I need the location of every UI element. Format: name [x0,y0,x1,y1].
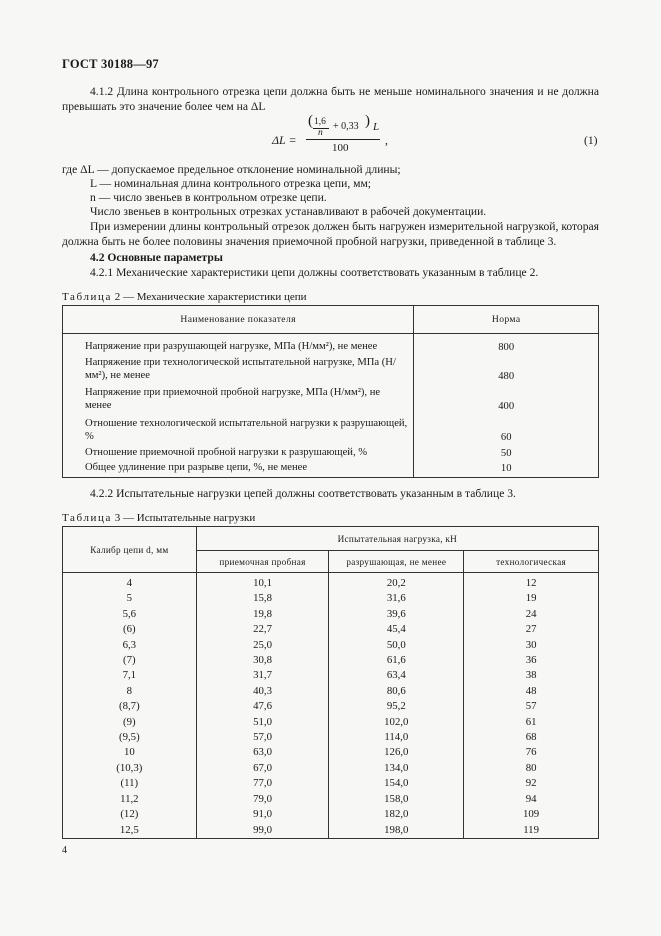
table3-cell-acceptance: 57,0 [196,730,329,745]
table3-cell-breaking: 198,0 [329,823,464,839]
where-line-1: где ΔL — допускаемое предельное отклонение номинальной длины; [62,163,401,176]
formula-block [0,113,661,161]
table2-cell-value: 50 [500,447,512,459]
table3-cell-caliber: (6) [63,622,197,637]
table3-cell-technological: 48 [464,684,599,699]
table-row [63,684,599,699]
table3-cell-technological: 19 [464,591,599,606]
table3-header-row-1 [63,527,599,551]
section-4-2-title: 4.2 Основные параметры [90,251,223,264]
table2-col-name: Наименование показателя [63,306,414,334]
table-row [63,668,599,683]
table3-cell-breaking: 182,0 [329,807,464,822]
table2-cell-name: Напряжение при разрушающей нагрузке, МПа (Н/мм²), не менее [63,334,414,354]
table3-cell-caliber: (9,5) [63,730,197,745]
table3-cell-technological: 76 [464,745,599,760]
formula-main-fraction-line [306,139,380,140]
table2-col-norm: Норма [414,306,599,334]
table-row [63,413,599,444]
paragraph-4-1-2: 4.1.2 Длина контрольного отрезка цепи должна быть не меньше номинального значения и не должна превышать это значение более чем на ΔL [62,85,599,113]
table3-cell-caliber: (9) [63,715,197,730]
table3-cell-breaking: 126,0 [329,745,464,760]
table3-cell-breaking: 102,0 [329,715,464,730]
table3-col-breaking: разрушающая, не менее [329,551,464,573]
table-row [63,653,599,668]
table3-cell-breaking: 61,6 [329,653,464,668]
table2-caption-prefix: Таблица [62,291,112,303]
table3-cell-acceptance: 67,0 [196,761,329,776]
table3-cell-technological: 109 [464,807,599,822]
table2-cell-value: 400 [498,400,515,412]
formula-numerator-a: 1,6 [314,117,326,127]
table2-cell-value: 60 [500,431,512,443]
table3-cell-acceptance: 31,7 [196,668,329,683]
formula-bracket-left: ( [308,113,313,129]
table2-cell-value: 10 [500,463,512,474]
table-row [63,573,599,592]
table-row [63,460,599,478]
table3-cell-acceptance: 15,8 [196,591,329,606]
formula-lhs: ΔL = [272,133,297,147]
table3-cell-technological: 24 [464,607,599,622]
table-row [63,444,599,460]
table3-body [63,573,599,839]
table3-cell-caliber: (10,3) [63,761,197,776]
formula-numerator-L: L [373,121,380,133]
where-line-4: Число звеньев в контрольных отрезках устанавливают в рабочей документации. [90,205,487,218]
table-row [63,699,599,714]
table3-cell-acceptance: 40,3 [196,684,329,699]
table3-cell-breaking: 39,6 [329,607,464,622]
table3-cell-caliber: 5 [63,591,197,606]
table3-cell-caliber: (7) [63,653,197,668]
table3-cell-breaking: 154,0 [329,776,464,791]
table3-cell-caliber: 10 [63,745,197,760]
formula-numerator [305,113,380,138]
table3-cell-technological: 80 [464,761,599,776]
formula-number: (1) [584,134,598,147]
table3-caption [62,512,255,524]
table3-cell-acceptance: 47,6 [196,699,329,714]
page-number: 4 [62,845,67,856]
table3-cell-technological: 30 [464,638,599,653]
table3-cell-breaking: 20,2 [329,573,464,592]
table3-cell-technological: 36 [464,653,599,668]
formula-numerator-n: n [318,128,323,138]
table-row [63,334,599,354]
table3-cell-acceptance: 99,0 [196,823,329,839]
table-row [63,761,599,776]
table3-cell-acceptance: 19,8 [196,607,329,622]
where-line-2: L — номинальная длина контрольного отрезка цепи, мм; [90,177,372,190]
table3-cell-breaking: 95,2 [329,699,464,714]
table-row [63,638,599,653]
table-row [63,607,599,622]
formula-trailing-comma: , [385,133,388,147]
table2-cell-value: 800 [498,341,515,353]
table3-cell-acceptance: 77,0 [196,776,329,791]
table2-cell-name: Напряжение при приемочной пробной нагрузке, МПа (Н/мм²), не менее [63,383,414,413]
table-row [63,622,599,637]
measurement-paragraph: При измерении длины контрольный отрезок должен быть нагружен измерительной нагрузкой, которая должна быть не более половины значения приемочной пробной нагрузки, приведенной в таблице 3. [62,220,599,248]
table3-cell-acceptance: 30,8 [196,653,329,668]
table2-caption [62,291,307,303]
table-row [63,792,599,807]
table3-cell-technological: 94 [464,792,599,807]
table3-cell-technological: 119 [464,823,599,839]
table3-cell-breaking: 45,4 [329,622,464,637]
table3-cell-technological: 61 [464,715,599,730]
table3-col-acceptance: приемочная пробная [196,551,329,573]
table3-cell-caliber: 7,1 [63,668,197,683]
table2-cell-name: Общее удлинение при разрыве цепи, %, не менее [63,460,414,478]
table3-cell-acceptance: 63,0 [196,745,329,760]
table3-cell-caliber: 6,3 [63,638,197,653]
table3-cell-caliber: 12,5 [63,823,197,839]
table2-cell-name: Отношение приемочной пробной нагрузки к разрушающей, % [63,444,414,460]
table-row [63,776,599,791]
formula-denominator: 100 [332,142,349,154]
table3-cell-breaking: 134,0 [329,761,464,776]
table-row [63,730,599,745]
table2-cell-value: 480 [498,370,515,382]
table3-cell-acceptance: 10,1 [196,573,329,592]
table3-col-group: Испытательная нагрузка, кН [196,527,598,551]
table3-cell-technological: 12 [464,573,599,592]
table3-cell-caliber: 5,6 [63,607,197,622]
table-row [63,354,599,383]
table3-cell-technological: 92 [464,776,599,791]
table2-header-row [63,306,599,334]
table3-cell-caliber: 8 [63,684,197,699]
table3-cell-breaking: 80,6 [329,684,464,699]
table3-cell-technological: 68 [464,730,599,745]
table-row [63,591,599,606]
table-row [63,715,599,730]
table3-cell-breaking: 63,4 [329,668,464,683]
table-row [63,823,599,839]
table3-col-technological: технологическая [464,551,599,573]
table3-cell-breaking: 31,6 [329,591,464,606]
table3-cell-breaking: 50,0 [329,638,464,653]
paragraph-4-2-2: 4.2.2 Испытательные нагрузки цепей должны соответствовать указанным в таблице 3. [90,487,516,500]
table3-caption-prefix: Таблица [62,512,112,524]
table3-cell-technological: 27 [464,622,599,637]
table3-col-caliber: Калибр цепи d, мм [63,527,197,573]
table3-cell-caliber: (8,7) [63,699,197,714]
table3-cell-breaking: 158,0 [329,792,464,807]
formula-bracket-right: ) [365,113,370,129]
table3-cell-caliber: 11,2 [63,792,197,807]
table3-cell-caliber: (11) [63,776,197,791]
where-line-3: n — число звеньев в контрольном отрезке цепи. [90,191,327,204]
table3-cell-technological: 57 [464,699,599,714]
table-row [63,383,599,413]
table2-caption-text: 2 — Механические характеристики цепи [112,291,307,303]
paragraph-4-2-1: 4.2.1 Механические характеристики цепи должны соответствовать указанным в таблице 2. [90,266,539,279]
table3-cell-breaking: 114,0 [329,730,464,745]
table3-cell-acceptance: 91,0 [196,807,329,822]
document-header: ГОСТ 30188—97 [62,57,159,71]
table-row [63,745,599,760]
table3-cell-technological: 38 [464,668,599,683]
table3-cell-caliber: 4 [63,573,197,592]
table2-cell-name: Отношение технологической испытательной нагрузки к разрушающей, % [63,413,414,444]
table3-caption-text: 3 — Испытательные нагрузки [112,512,256,524]
table3-cell-acceptance: 51,0 [196,715,329,730]
table3-cell-acceptance: 22,7 [196,622,329,637]
table3-cell-acceptance: 79,0 [196,792,329,807]
table3-cell-acceptance: 25,0 [196,638,329,653]
table-mechanical-characteristics [62,305,599,478]
table3-cell-caliber: (12) [63,807,197,822]
formula-numerator-b: + 0,33 [333,121,359,132]
table-test-loads [62,526,599,839]
table2-cell-name: Напряжение при технологической испытательной нагрузке, МПа (Н/мм²), не менее [63,354,414,383]
table-row [63,807,599,822]
